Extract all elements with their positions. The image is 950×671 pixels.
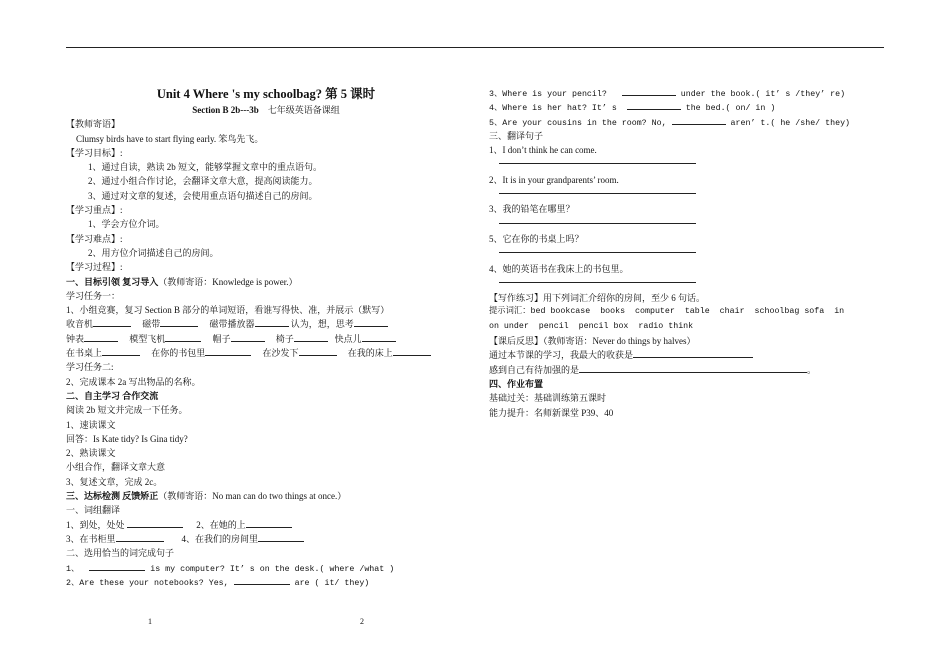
exercise-3-heading: 三、翻译句子 xyxy=(489,130,544,141)
writing-hint-2: on under pencil pencil box radio think xyxy=(489,321,694,331)
fill-sentence-3: 3、Where is your pencil? under the book.( it’ s /they’ re) xyxy=(489,86,889,100)
goal-1: 1、通过自读，熟读 2b 短文，能够掌握文章中的重点语句。 xyxy=(88,162,323,173)
vocab-row-1: 收音机 磁带 磁带播放器 认为，想，思考 xyxy=(66,317,466,331)
task-1-label: 学习任务一： xyxy=(66,290,121,301)
section-1-heading: 一、目标引领 复习导入（教师寄语：Knowledge is power.） xyxy=(66,276,298,287)
reflection-heading: 【课后反思】（教师寄语：Never do things by halves） xyxy=(489,336,696,347)
homework-advanced: 能力提升：名师新课堂 P39、40 xyxy=(489,407,614,418)
answer-line-3 xyxy=(499,217,696,224)
homework-heading: 四、作业布置 xyxy=(489,378,544,389)
key-points-heading: 【学习重点】: xyxy=(66,205,123,216)
page-number-1: 1 xyxy=(148,617,152,626)
writing-hint-1: 提示词汇：bed bookcase books computer table chair schoolbag sofa in xyxy=(489,307,845,317)
section-2-instruction: 阅读 2b 短文并完成一下任务。 xyxy=(66,405,188,416)
answer-line-2 xyxy=(499,187,696,194)
exercise-1-heading: 一、词组翻译 xyxy=(66,505,121,516)
key-point-1: 1、学会方位介词。 xyxy=(88,219,165,230)
difficulties-heading: 【学习难点】: xyxy=(66,233,123,244)
fill-sentence-5: 5、Are your cousins in the room? No, aren’ t.( he /she/ they) xyxy=(489,115,889,129)
page-number-2: 2 xyxy=(360,617,364,626)
page-subtitle: Section B 2b---3b 七年级英语备课组 xyxy=(192,105,340,115)
translate-3: 3、我的铅笔在哪里？ xyxy=(489,204,575,215)
step-1: 1、速读课文 xyxy=(66,419,116,430)
step-3: 3、复述文章，完成 2c。 xyxy=(66,476,163,487)
step-1-question: 回答：Is Kate tidy? Is Gina tidy? xyxy=(66,433,188,444)
translate-5: 5、它在你的书桌上吗？ xyxy=(489,233,584,244)
writing-heading: 【写作练习】用下列词汇介绍你的房间，至少 6 句话。 xyxy=(489,293,706,304)
task-1-instruction: 1、小组竞赛，复习 Section B 部分的单词短语，看谁写得快、准，并展示（默写） xyxy=(66,305,390,316)
page-title: Unit 4 Where 's my schoolbag? 第 5 课时 xyxy=(156,87,376,101)
translate-4: 4、她的英语书在我床上的书包里。 xyxy=(489,263,629,274)
reflection-improve: 感到自己有待加强的是 。 xyxy=(489,364,817,375)
answer-line-1 xyxy=(499,157,696,164)
section-2-heading: 二、自主学习 合作交流 xyxy=(66,390,159,401)
step-2-task: 小组合作，翻译文章大意 xyxy=(66,462,166,473)
phrase-row-2: 3、在书柜里 4、在我们的房间里 xyxy=(66,532,466,546)
vocab-row-3: 在书桌上 在你的书包里 在沙发下 在我的床上 xyxy=(66,346,466,360)
teacher-message-heading: 【教师寄语】 xyxy=(66,119,121,130)
header-rule xyxy=(66,47,884,48)
teacher-message: Clumsy birds have to start flying early. 笨鸟先飞。 xyxy=(76,133,264,144)
step-2: 2、熟读课文 xyxy=(66,448,116,459)
section-3-heading: 三、达标检测 反馈矫正（教师寄语：No man can do two things at once.） xyxy=(66,491,347,502)
reflection-gain: 通过本节课的学习，我最大的收获是 xyxy=(489,348,889,362)
task-2-instruction: 2、完成课本 2a 写出物品的名称。 xyxy=(66,376,201,387)
translate-1: 1、I don’t think he can come. xyxy=(489,145,597,156)
difficulty-1: 2、用方位介词描述自己的房间。 xyxy=(88,247,219,258)
goal-3: 3、通过对文章的复述，会使用重点语句描述自己的房间。 xyxy=(88,190,318,201)
phrase-row-1: 1、到处，处处 2、在她的上 xyxy=(66,518,466,532)
fill-sentence-4: 4、Where is her hat? It’ s the bed.( on/ in ) xyxy=(489,100,889,114)
fill-sentence-1: 1、 is my computer? It’ s on the desk.( where /what ) xyxy=(66,561,466,575)
fill-sentence-2: 2、Are these your notebooks? Yes, are ( it/ they) xyxy=(66,575,466,589)
goals-heading: 【学习目标】: xyxy=(66,147,123,158)
homework-basic: 基础过关：基础训练第五课时 xyxy=(489,393,607,404)
task-2-label: 学习任务二: xyxy=(66,362,114,373)
right-column xyxy=(489,86,889,420)
exercise-2-heading: 二、选用恰当的词完成句子 xyxy=(66,548,175,559)
goal-2: 2、通过小组合作讨论，会翻译文章大意，提高阅读能力。 xyxy=(88,176,318,187)
process-heading: 【学习过程】: xyxy=(66,262,123,273)
answer-line-5 xyxy=(499,276,696,283)
translate-2: 2、It is in your grandparents’ room. xyxy=(489,174,619,185)
answer-line-4 xyxy=(499,246,696,253)
vocab-row-2: 钟表 模型飞机 帽子 椅子 快点儿 xyxy=(66,332,466,346)
left-column xyxy=(66,86,466,589)
